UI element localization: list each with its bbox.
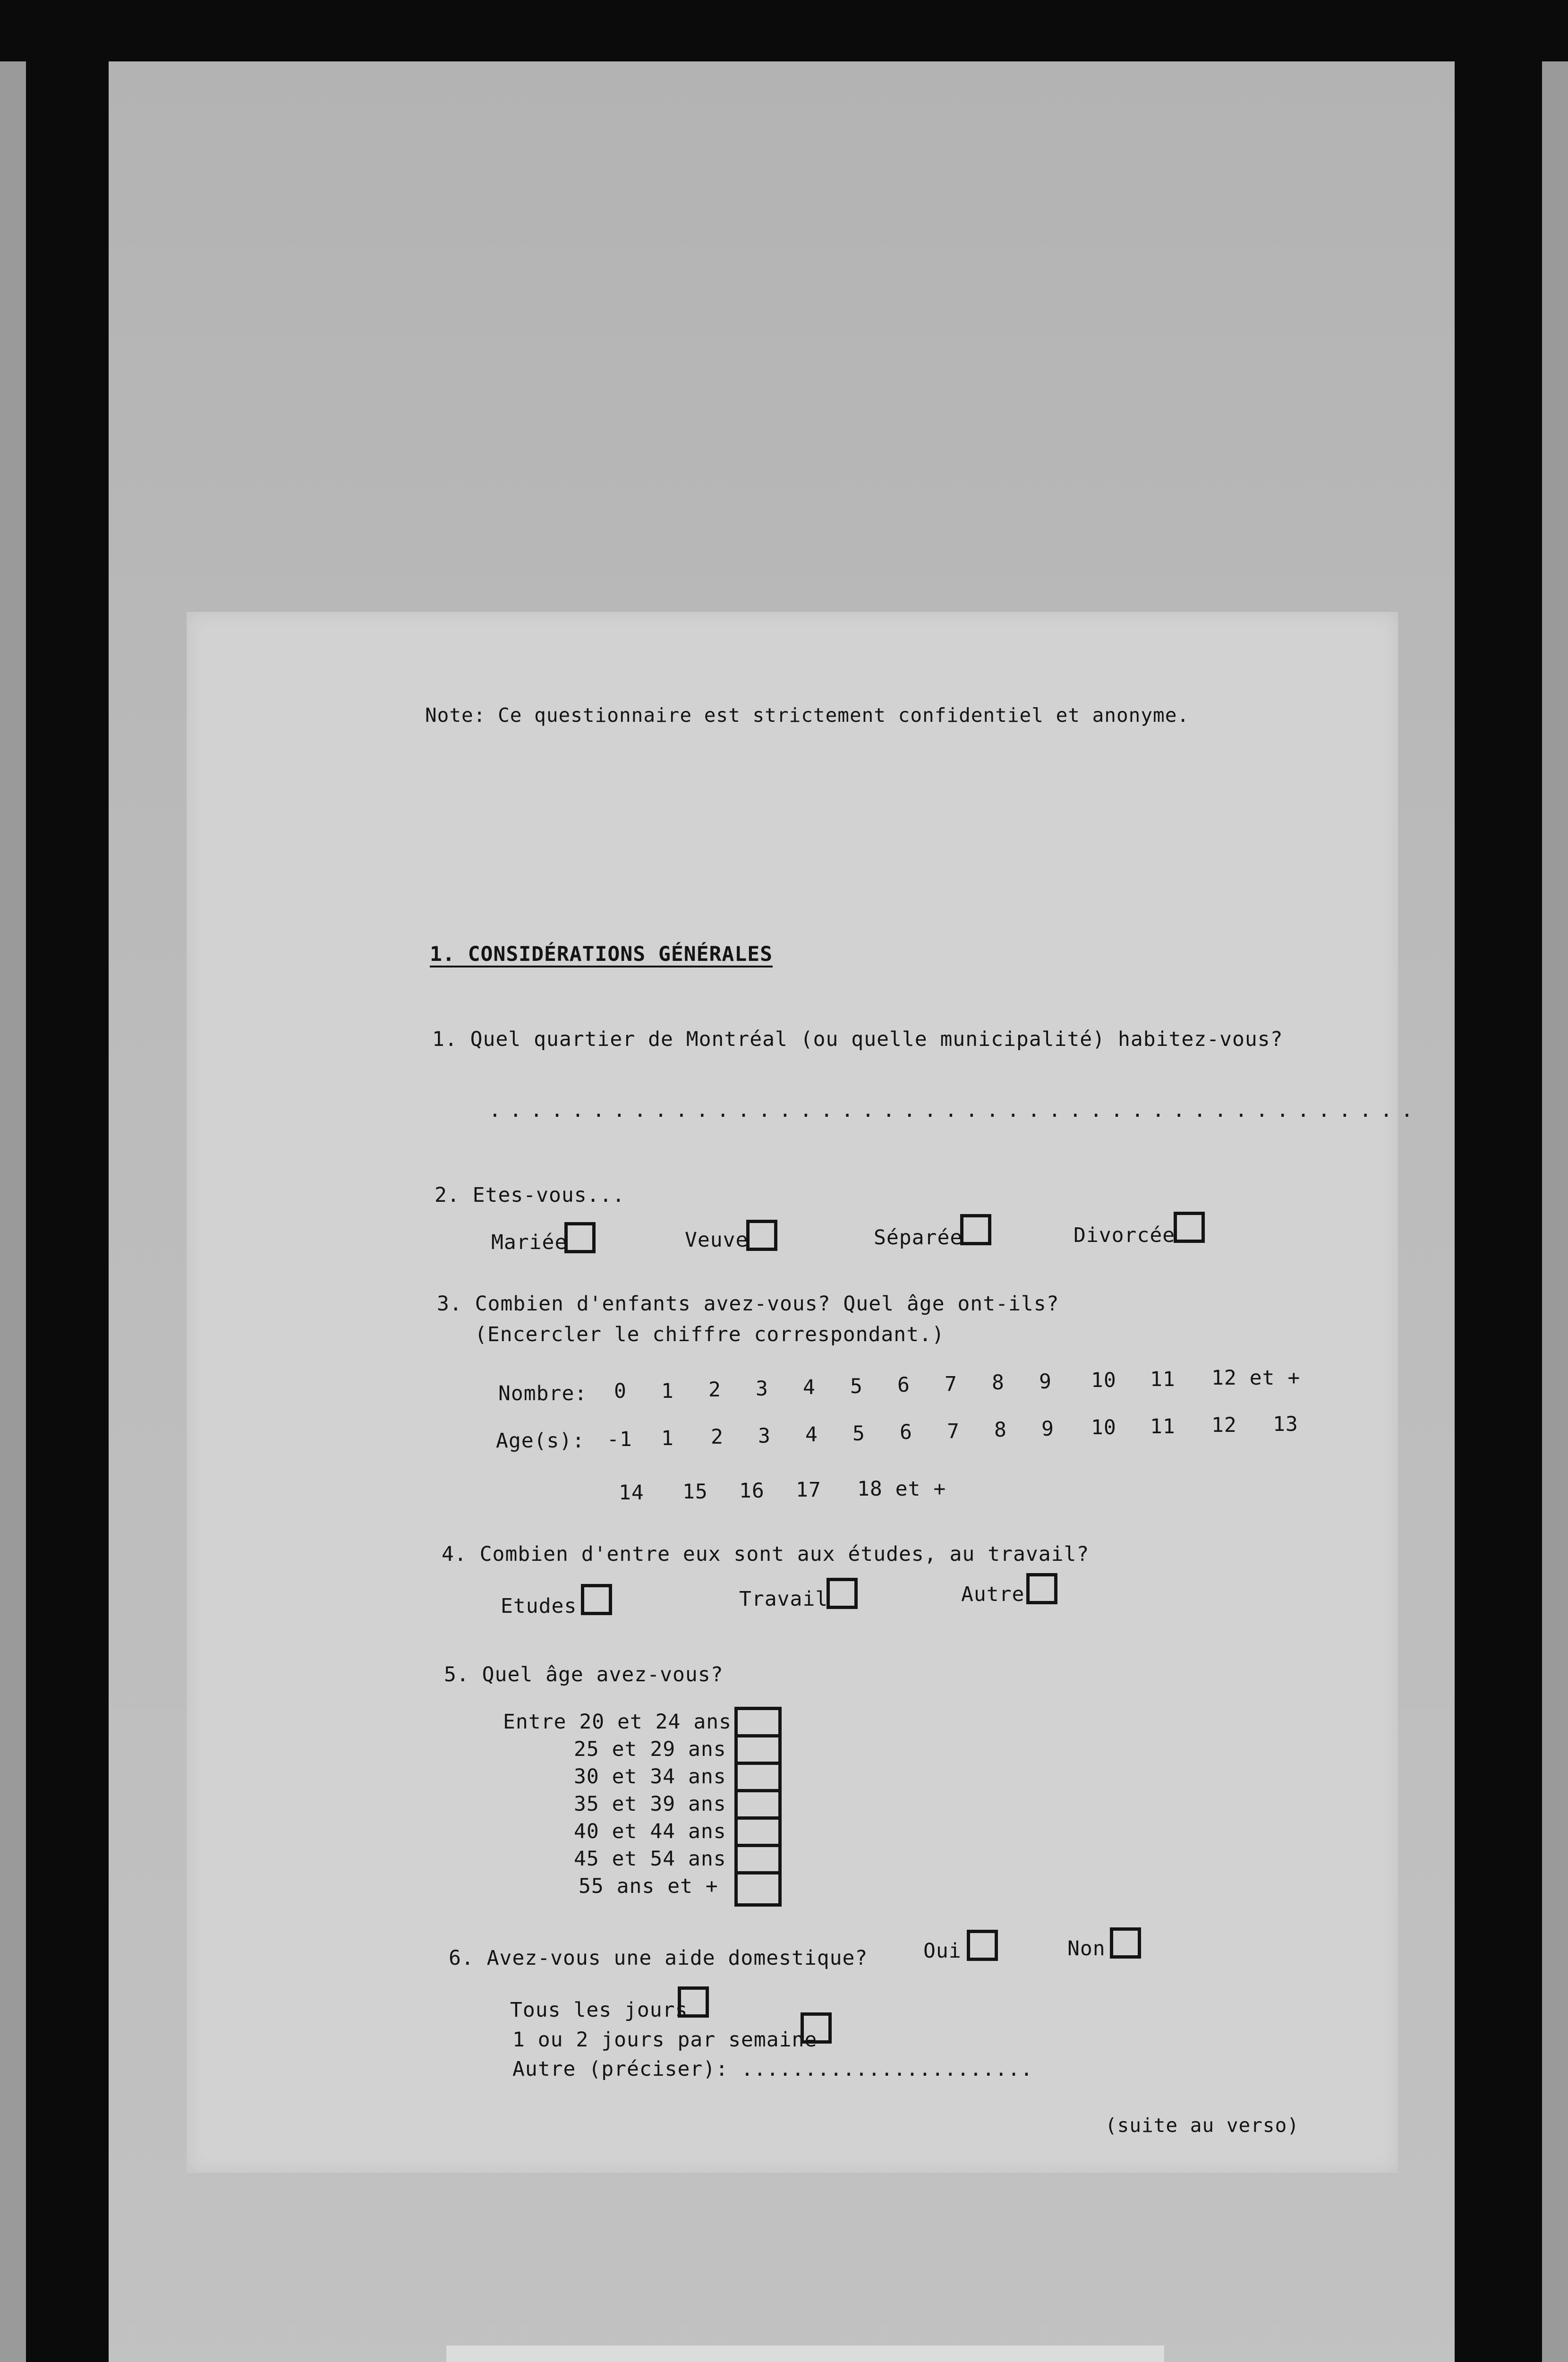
age-option[interactable]: 4 bbox=[805, 1423, 818, 1446]
option-tous-les-jours-label: Tous les jours bbox=[510, 1998, 688, 2022]
age-option[interactable]: 9 bbox=[1041, 1417, 1054, 1441]
age-option[interactable]: 13 bbox=[1273, 1412, 1298, 1436]
age-label: Age(s): bbox=[496, 1429, 585, 1453]
checkbox-tous-les-jours[interactable] bbox=[678, 1986, 709, 2018]
option-separee-label: Séparée bbox=[874, 1226, 963, 1249]
nombre-option[interactable]: 10 bbox=[1091, 1369, 1116, 1392]
nombre-option[interactable]: 3 bbox=[756, 1377, 768, 1401]
checkbox-oui[interactable] bbox=[967, 1930, 998, 1961]
nombre-option[interactable]: 2 bbox=[708, 1378, 721, 1402]
film-edge-left bbox=[0, 61, 26, 2362]
age-option[interactable]: 8 bbox=[994, 1418, 1007, 1442]
checkbox-non[interactable] bbox=[1110, 1927, 1141, 1959]
nombre-option[interactable]: 5 bbox=[850, 1375, 863, 1398]
age-option[interactable]: 6 bbox=[900, 1421, 912, 1444]
age-range-label: 55 ans et + bbox=[579, 1874, 718, 1898]
option-non-label: Non bbox=[1067, 1937, 1106, 1960]
age-range-label: 40 et 44 ans bbox=[574, 1820, 726, 1843]
age-option[interactable]: 7 bbox=[947, 1420, 960, 1443]
nombre-label: Nombre: bbox=[498, 1382, 588, 1405]
checkbox-divorcee[interactable] bbox=[1174, 1212, 1205, 1243]
nombre-option[interactable]: 12 et + bbox=[1211, 1366, 1301, 1390]
question-5: 5. Quel âge avez-vous? bbox=[444, 1663, 724, 1686]
age-option[interactable]: 14 bbox=[619, 1481, 644, 1505]
age-option[interactable]: 17 bbox=[796, 1478, 821, 1502]
age-option[interactable]: 5 bbox=[852, 1422, 865, 1446]
checkbox-age-30-34[interactable] bbox=[734, 1762, 782, 1790]
checkbox-age-25-29[interactable] bbox=[734, 1734, 782, 1763]
checkbox-separee[interactable] bbox=[960, 1214, 991, 1245]
nombre-option[interactable]: 9 bbox=[1039, 1370, 1052, 1394]
age-option[interactable]: 11 bbox=[1150, 1415, 1176, 1438]
checkbox-age-40-44[interactable] bbox=[734, 1816, 782, 1845]
question-3-instruction: (Encercler le chiffre correspondant.) bbox=[475, 1323, 945, 1346]
option-etudes-label: Etudes bbox=[501, 1594, 577, 1618]
reference-card bbox=[446, 2345, 1164, 2362]
question-6: 6. Avez-vous une aide domestique? bbox=[449, 1946, 868, 1970]
age-option[interactable]: 12 bbox=[1211, 1413, 1237, 1437]
age-range-label: 25 et 29 ans bbox=[574, 1737, 726, 1761]
option-veuve-label: Veuve bbox=[685, 1228, 749, 1252]
age-range-label: 35 et 39 ans bbox=[574, 1792, 726, 1816]
age-option[interactable]: -1 bbox=[607, 1428, 632, 1451]
age-range-label: Entre 20 et 24 ans bbox=[503, 1710, 732, 1734]
option-divorcee-label: Divorcée bbox=[1074, 1224, 1176, 1247]
answer-line-1: ............................................. bbox=[489, 1098, 1422, 1122]
film-edge-right bbox=[1542, 61, 1568, 2362]
option-autre-preciser: Autre (préciser): ....................... bbox=[512, 2057, 1033, 2081]
checkbox-veuve[interactable] bbox=[746, 1220, 777, 1251]
checkbox-mariee[interactable] bbox=[564, 1222, 596, 1253]
question-3: 3. Combien d'enfants avez-vous? Quel âge ont-ils? bbox=[437, 1292, 1059, 1316]
age-option[interactable]: 3 bbox=[758, 1424, 771, 1448]
checkbox-travail[interactable] bbox=[827, 1578, 858, 1609]
checkbox-age-45-54[interactable] bbox=[734, 1844, 782, 1872]
nombre-option[interactable]: 8 bbox=[992, 1371, 1005, 1395]
nombre-option[interactable]: 11 bbox=[1150, 1368, 1176, 1391]
nombre-option[interactable]: 1 bbox=[661, 1379, 674, 1403]
checkbox-etudes[interactable] bbox=[581, 1584, 612, 1615]
age-option[interactable]: 1 bbox=[661, 1427, 674, 1450]
nombre-option[interactable]: 7 bbox=[945, 1372, 957, 1396]
checkbox-age-55-plus[interactable] bbox=[734, 1871, 782, 1907]
age-range-label: 30 et 34 ans bbox=[574, 1765, 726, 1789]
age-option[interactable]: 15 bbox=[682, 1480, 708, 1504]
option-oui-label: Oui bbox=[923, 1939, 962, 1963]
checkbox-age-20-24[interactable] bbox=[734, 1707, 782, 1735]
section-heading: 1. CONSIDÉRATIONS GÉNÉRALES bbox=[430, 942, 773, 966]
confidentiality-note: Note: Ce questionnaire est strictement confidentiel et anonyme. bbox=[425, 704, 1190, 727]
nombre-option[interactable]: 6 bbox=[897, 1373, 910, 1397]
continued-note: (suite au verso) bbox=[1105, 2114, 1299, 2137]
question-2: 2. Etes-vous... bbox=[435, 1183, 625, 1207]
question-4: 4. Combien d'entre eux sont aux études, au travail? bbox=[442, 1542, 1090, 1566]
age-option[interactable]: 16 bbox=[739, 1479, 765, 1503]
question-1: 1. Quel quartier de Montréal (ou quelle municipalité) habitez-vous? bbox=[432, 1027, 1283, 1051]
age-option[interactable]: 10 bbox=[1091, 1416, 1116, 1439]
nombre-option[interactable]: 4 bbox=[803, 1376, 816, 1399]
questionnaire-page bbox=[187, 612, 1422, 2173]
age-option[interactable]: 2 bbox=[711, 1425, 724, 1449]
checkbox-par-semaine[interactable] bbox=[801, 2012, 832, 2044]
checkbox-age-35-39[interactable] bbox=[734, 1789, 782, 1817]
option-travail-label: Travail bbox=[739, 1587, 828, 1611]
nombre-option[interactable]: 0 bbox=[614, 1379, 627, 1403]
option-par-semaine-label: 1 ou 2 jours par semaine bbox=[512, 2028, 818, 2052]
age-range-label: 45 et 54 ans bbox=[574, 1847, 726, 1871]
option-mariee-label: Mariée bbox=[491, 1231, 568, 1254]
checkbox-autre[interactable] bbox=[1026, 1573, 1057, 1604]
age-option[interactable]: 18 et + bbox=[857, 1477, 946, 1501]
option-autre-label: Autre bbox=[961, 1583, 1025, 1606]
